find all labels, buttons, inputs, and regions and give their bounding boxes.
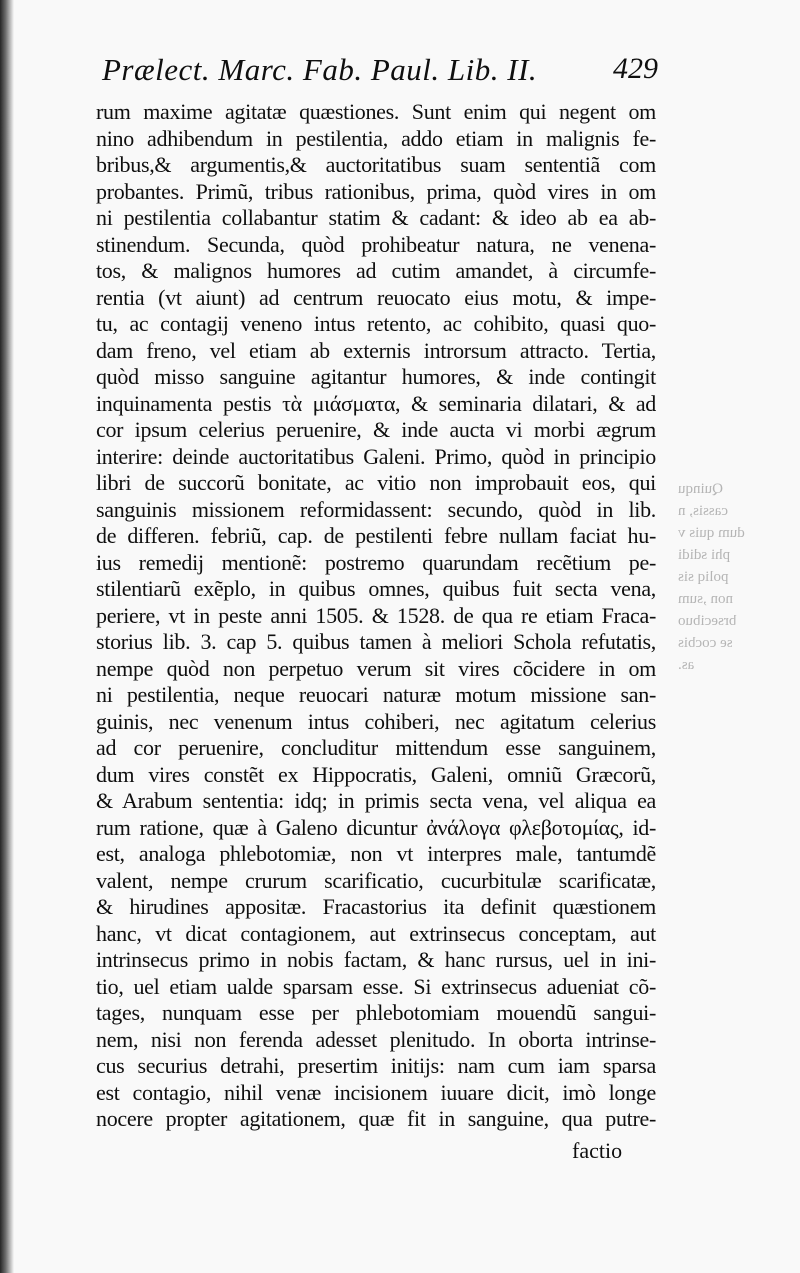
page-header	[100, 52, 660, 92]
text-line: interire: deinde auctoritatibus Galeni. Primo, quòd in principio	[96, 443, 656, 469]
text-line: dum vires constẽt ex Hippocratis, Galeni, omniũ Græcorũ,	[96, 761, 656, 787]
body-text	[96, 99, 656, 1133]
page-edge-shadow	[0, 0, 14, 1273]
text-line: cor ipsum celerius peruenire, & inde aucta vi morbi ægrum	[96, 417, 656, 442]
text-line: nempe quòd non perpetuo verum sit vires cõcidere in om	[96, 655, 656, 681]
text-line: nino adhibendum in pestilentia, addo etiam in malignis fe-	[96, 125, 656, 151]
text-line: stilentiarũ exẽplo, in quibus omnes, quibus fuit secta vena,	[96, 576, 656, 601]
text-line: tages, nunquam esse per phlebotomiam mouendũ sangui-	[96, 1000, 656, 1025]
text-line: nem, nisi non ferenda adesset plenitudo. In oborta intrinse-	[96, 1026, 656, 1052]
bleed-line: poliq sis	[678, 569, 729, 585]
text-line: ad cor peruenire, concluditur mittendum esse sanguinem,	[96, 735, 656, 760]
text-line: nocere propter agitationem, quæ fit in sanguine, qua putre-	[96, 1106, 656, 1131]
text-line: est, analoga phlebotomiæ, non vt interpres male, tantumdẽ	[96, 841, 656, 866]
bleed-line: brsecibuo	[678, 613, 737, 629]
text-line: ni pestilentia, neque reuocari naturæ motum missione san-	[96, 682, 656, 707]
bleed-line: phi sdidi	[678, 547, 731, 563]
text-line: guinis, nec venenum intus cohiberi, nec agitatum celerius	[96, 708, 656, 734]
text-line: periere, vt in peste anni 1505. & 1528. de qua re etiam Fraca-	[96, 602, 656, 628]
text-line: cus securius detrahi, presertim initijs: nam cum iam sparsa	[96, 1053, 656, 1078]
text-line: & Arabum sententia: idq; in primis secta vena, vel aliqua ea	[96, 788, 656, 813]
bleed-line: Quinqu	[678, 481, 723, 497]
text-line: rum ratione, quæ à Galeno dicuntur ἀνάλογα φλεβοτομίας, id-	[96, 814, 656, 840]
text-line: de differen. febriũ, cap. de pestilenti febre nullam faciat hu-	[96, 523, 656, 548]
text-line: bribus,& argumentis,& auctoritatibus suam sententiã com	[96, 152, 656, 177]
text-line: ius remedij mentionẽ: postremo quarundam recẽtium pe-	[96, 549, 656, 575]
text-line: dam freno, vel etiam ab externis introrsum attracto. Tertia,	[96, 337, 656, 363]
bleed-line: se cocbis	[678, 635, 733, 651]
bleed-line: dum quis v	[678, 525, 745, 541]
bleed-through-text	[678, 478, 788, 676]
text-line: libri de succorũ bonitate, ac vitio non improbauit eos, qui	[96, 470, 656, 495]
text-line: inquinamenta pestis τὰ μιάσματα, & seminaria dilatari, & ad	[96, 390, 656, 416]
text-line: est contagio, nihil venæ incisionem iuuare dicit, imò longe	[96, 1079, 656, 1105]
bleed-line: cassis, n	[678, 503, 728, 519]
catchword: factio	[572, 1138, 623, 1163]
text-line: valent, nempe crurum scarificatio, cucurbitulæ scarificatæ,	[96, 867, 656, 893]
page-number: 429	[613, 52, 658, 85]
text-line: rum maxime agitatæ quæstiones. Sunt enim qui negent om	[96, 99, 656, 124]
text-line: sanguinis missionem reformidassent: secundo, quòd in lib.	[96, 496, 656, 522]
text-line: & hirudines appositæ. Fracastorius ita definit quæstionem	[96, 894, 656, 919]
text-line: stinendum. Secunda, quòd prohibeatur natura, ne venena-	[96, 231, 656, 257]
text-line: probantes. Primũ, tribus rationibus, prima, quòd vires in om	[96, 178, 656, 204]
text-line: quòd misso sanguine agitantur humores, & inde contingit	[96, 364, 656, 389]
text-line: storius lib. 3. cap 5. quibus tamen à meliori Schola refutatis,	[96, 629, 656, 654]
text-line: tu, ac contagij veneno intus retento, ac cohibito, quasi quo-	[96, 311, 656, 336]
text-line: rentia (vt aiunt) ad centrum reuocato eius motu, & impe-	[96, 284, 656, 310]
bleed-line: non ,sum	[678, 591, 734, 607]
running-head: Prælect. Marc. Fab. Paul. Lib. II.	[102, 52, 538, 87]
text-line: hanc, vt dicat contagionem, aut extrinsecus conceptam, aut	[96, 920, 656, 946]
text-line: tio, uel etiam ualde sparsam esse. Si extrinsecus adueniat cõ-	[96, 973, 656, 999]
text-line: tos, & malignos humores ad cutim amandet, à circumfe-	[96, 258, 656, 283]
bleed-line: as.	[678, 657, 695, 673]
text-line: ni pestilentia collabantur statim & cadant: & ideo ab ea ab-	[96, 205, 656, 230]
text-line: intrinsecus primo in nobis factam, & hanc rursus, uel in ini-	[96, 947, 656, 972]
